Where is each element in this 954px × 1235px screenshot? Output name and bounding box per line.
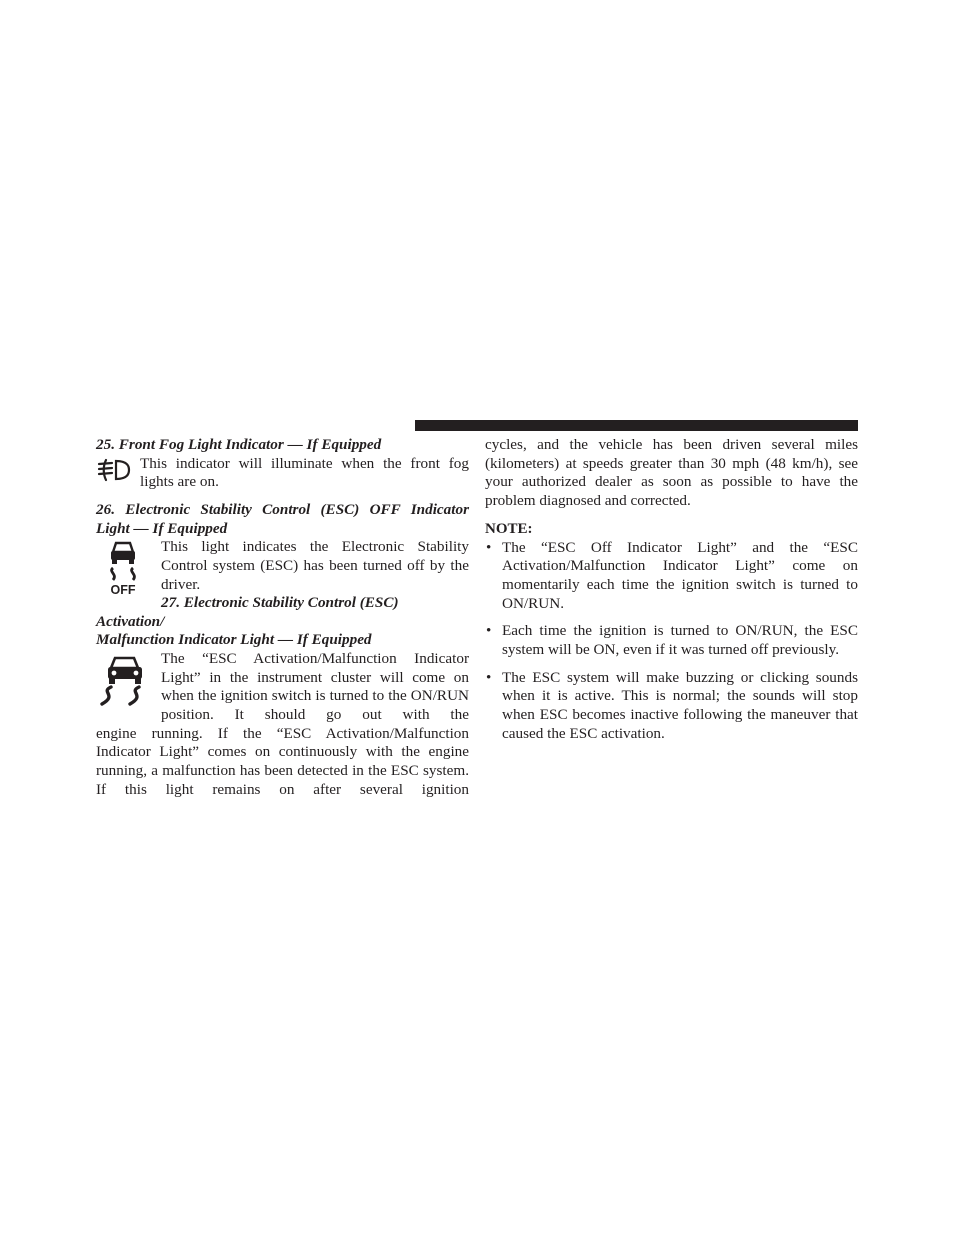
section-27-body-continued: engine running. If the “ESC Activation/Malfunction Indicator Light” comes on continuously with the engine running, a malfunction has been detected in the ESC system. If this light remains on after several ignition bbox=[96, 724, 469, 798]
left-column bbox=[96, 436, 469, 800]
section-25-body: This indicator will illuminate when the front fog lights are on. bbox=[140, 454, 469, 491]
section-26 bbox=[96, 501, 469, 598]
note-label: NOTE: bbox=[485, 520, 533, 537]
bullet-icon: • bbox=[486, 538, 492, 556]
section-26-heading-line2: Light — If Equipped bbox=[96, 519, 228, 537]
section-27-heading bbox=[96, 594, 469, 650]
section-27-body-right: cycles, and the vehicle has been driven several miles (kilometers) at speeds greater than 30 mph (48 km/h), see your authorized dealer as soon as possible to have the problem diagnosed and corrected. bbox=[485, 436, 858, 510]
bullet-icon: • bbox=[486, 622, 492, 640]
section-27-body-beside-icon: The “ESC Activation/Malfunction Indicator Light” in the instrument cluster will come on when the ignition switch is turned to the ON/RUN position. It should go out with the bbox=[161, 649, 469, 724]
note-bullet-2: Each time the ignition is turned to ON/RUN, the ESC system will be ON, even if it was turned off previously. bbox=[502, 622, 858, 659]
esc-off-icon bbox=[96, 538, 152, 598]
esc-activation-icon bbox=[96, 654, 154, 712]
note-bullet-1: The “ESC Off Indicator Light” and the “ESC Activation/Malfunction Indicator Light” come on momentarily each time the ignition switch is turned to ON/RUN. bbox=[502, 538, 858, 612]
list-item bbox=[485, 669, 858, 744]
section-26-body: This light indicates the Electronic Stability Control system (ESC) has been turned off by the driver. bbox=[161, 538, 469, 593]
front-fog-light-icon bbox=[96, 457, 132, 483]
section-25 bbox=[96, 436, 469, 492]
esc-off-icon-label: OFF bbox=[110, 583, 136, 598]
section-25-heading: 25. Front Fog Light Indicator — If Equipped bbox=[96, 436, 382, 453]
list-item bbox=[485, 622, 858, 659]
note-list bbox=[485, 539, 858, 744]
note-block bbox=[485, 520, 858, 744]
bullet-icon: • bbox=[486, 668, 492, 686]
right-column bbox=[485, 436, 858, 744]
section-27-heading-line1: 27. Electronic Stability Control (ESC) Activation/ bbox=[96, 594, 399, 630]
header-rule bbox=[415, 420, 858, 431]
section-26-heading bbox=[96, 501, 469, 538]
section-26-heading-line1: 26. Electronic Stability Control (ESC) OFF Indicator bbox=[96, 501, 469, 518]
section-27 bbox=[96, 594, 469, 799]
section-27-heading-line2: Malfunction Indicator Light — If Equipped bbox=[96, 631, 372, 649]
list-item bbox=[485, 539, 858, 614]
note-bullet-3: The ESC system will make buzzing or clicking sounds when it is active. This is normal; the sounds will stop when ESC becomes inactive following the maneuver that caused the ESC activation. bbox=[502, 668, 858, 742]
